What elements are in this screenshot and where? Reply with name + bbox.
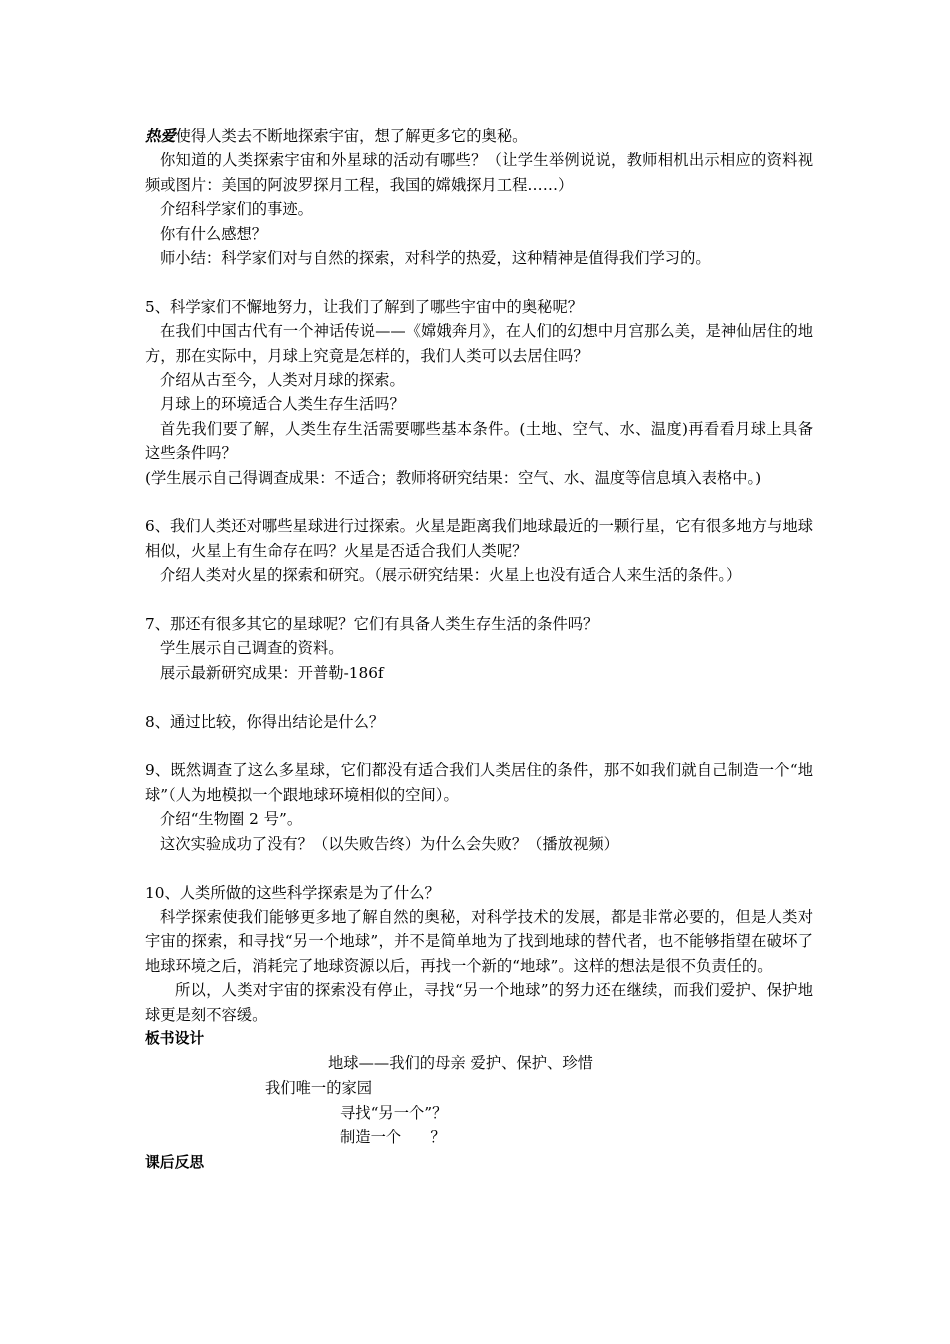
section10-heading: 10、人类所做的这些科学探索是为了什么？ bbox=[145, 883, 440, 902]
intro-lead bbox=[145, 124, 813, 148]
section5-heading: 5、科学家们不懈地努力，让我们了解到了哪些宇宙中的奥秘呢？ bbox=[145, 297, 584, 316]
section5-note: (学生展示自己得调查成果：不适合；教师将研究结果：空气、水、温度等信息填入表格中。) bbox=[145, 468, 762, 487]
section7-paragraph: 展示最新研究成果：开普勒-186f bbox=[160, 663, 384, 682]
board-line-3: 寻找“另一个”？ bbox=[340, 1104, 448, 1123]
section10-conclusion: 所以，人类对宇宙的探索没有停止，寻找“另一个地球”的努力还在继续，而我们爱护、保护地球更是刻不容缓。 bbox=[145, 981, 813, 1024]
reflection-heading: 课后反思 bbox=[145, 1154, 205, 1172]
section9-paragraph: 介绍“生物圈 2 号”。 bbox=[160, 810, 303, 829]
intro-paragraph: 师小结：科学家们对与自然的探索，对科学的热爱，这种精神是值得我们学习的。 bbox=[160, 249, 711, 268]
section5-paragraph: 首先我们要了解，人类生存生活需要哪些基本条件。(土地、空气、水、温度)再看看月球上具备这些条件吗？ bbox=[145, 419, 813, 463]
section5-paragraph: 介绍从古至今，人类对月球的探索。 bbox=[160, 371, 405, 390]
section7-heading: 7、那还有很多其它的星球呢？它们有具备人类生存生活的条件吗？ bbox=[145, 615, 599, 634]
spacer bbox=[145, 734, 813, 758]
spacer bbox=[145, 856, 813, 880]
board-line-2: 我们唯一的家园 bbox=[265, 1079, 373, 1098]
section8-heading: 8、通过比较，你得出结论是什么？ bbox=[145, 712, 385, 731]
intro-paragraph: 你知道的人类探索宇宙和外星球的活动有哪些？（让学生举例说说，教师相机出示相应的资料视频或图片：美国的阿波罗探月工程，我国的嫦娥探月工程……） bbox=[145, 151, 813, 194]
spacer bbox=[145, 685, 813, 709]
section6-paragraph: 介绍人类对火星的探索和研究。（展示研究结果：火星上也没有适合人来生活的条件。） bbox=[160, 566, 742, 585]
spacer bbox=[145, 588, 813, 612]
section9-heading: 9、既然调查了这么多星球，它们都没有适合我们人类居住的条件，那不如我们就自己制造一个“地球”（人为地模拟一个跟地球环境相似的空间）。 bbox=[145, 761, 813, 804]
intro-lead-emphasis: 热爱 bbox=[145, 127, 176, 145]
document-page bbox=[145, 124, 813, 1176]
board-line-1: 地球——我们的母亲 爱护、保护、珍惜 bbox=[328, 1054, 593, 1073]
section7-paragraph: 学生展示自己调查的资料。 bbox=[160, 639, 344, 658]
spacer bbox=[145, 490, 813, 514]
intro-paragraph: 你有什么感想？ bbox=[160, 224, 268, 243]
intro-paragraph: 介绍科学家们的事迹。 bbox=[160, 200, 313, 219]
board-line-4: 制造一个 ？ bbox=[340, 1128, 446, 1147]
section10-paragraph: 科学探索使我们能够更多地了解自然的奥秘，对科学技术的发展，都是非常必要的，但是人类对宇宙的探索，和寻找“另一个地球”，并不是简单地为了找到地球的替代者，也不能够指望在破坏了地球环境之后，消耗完了地球资源以后，再找一个新的“地球”。这样的想法是很不负责任的。 bbox=[145, 907, 813, 975]
intro-lead-rest: 使得人类去不断地探索宇宙，想了解更多它的奥秘。 bbox=[175, 127, 528, 145]
board-heading: 板书设计 bbox=[145, 1029, 205, 1047]
board-design bbox=[145, 1051, 813, 1149]
section5-paragraph: 在我们中国古代有一个神话传说——《嫦娥奔月》，在人们的幻想中月宫那么美，是神仙居住的地方，那在实际中，月球上究竟是怎样的，我们人类可以去居住吗？ bbox=[145, 322, 813, 365]
section9-paragraph: 这次实验成功了没有？（以失败告终）为什么会失败？（播放视频） bbox=[160, 834, 619, 853]
section5-paragraph: 月球上的环境适合人类生存生活吗？ bbox=[160, 395, 405, 414]
spacer bbox=[145, 270, 813, 294]
section6-heading: 6、我们人类还对哪些星球进行过探索。火星是距离我们地球最近的一颗行星，它有很多地方与地球相似，火星上有生命存在吗？火星是否适合我们人类呢？ bbox=[145, 517, 813, 560]
